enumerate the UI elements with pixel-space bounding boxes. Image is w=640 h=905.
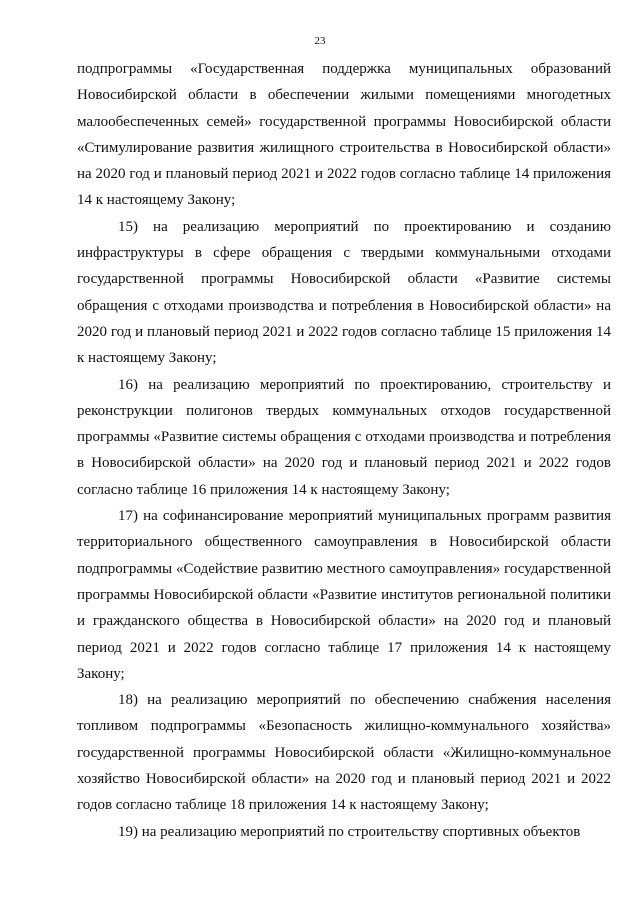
document-body xyxy=(77,56,611,845)
paragraph-item-15: 15) на реализацию мероприятий по проектированию и созданию инфраструктуры в сфере обращения с твердыми коммунальными отходами государственной программы Новосибирской области «Развитие системы обращения с отходами производства и потребления в Новосибирской области» на 2020 год и плановый период 2021 и 2022 годов согласно таблице 15 приложения 14 к настоящему Закону; xyxy=(77,218,611,367)
paragraph-item-17: 17) на софинансирование мероприятий муниципальных программ развития территориального общественного самоуправления в Новосибирской области подпрограммы «Содействие развитию местного самоуправления» государственной программы Новосибирской области «Развитие институтов региональной политики и гражданского общества в Новосибирской области» на 2020 год и плановый период 2021 и 2022 годов согласно таблице 17 приложения 14 к настоящему Закону; xyxy=(77,508,611,682)
page-number: 23 xyxy=(314,35,326,47)
paragraph-item-16: 16) на реализацию мероприятий по проектированию, строительству и реконструкции полигонов твердых коммунальных отходов государственной программы «Развитие системы обращения с отходами производства и потребления в Новосибирской области» на 2020 год и плановый период 2021 и 2022 годов согласно таблице 16 приложения 14 к настоящему Закону; xyxy=(77,376,611,498)
paragraph-continuation-14: подпрограммы «Государственная поддержка муниципальных образований Новосибирской области в обеспечении жилыми помещениями многодетных малообеспеченных семей» государственной программы Новосибирской области «Стимулирование развития жилищного строительства в Новосибирской области» на 2020 год и плановый период 2021 и 2022 годов согласно таблице 14 приложения 14 к настоящему Закону; xyxy=(77,61,611,209)
paragraph-item-18: 18) на реализацию мероприятий по обеспечению снабжения населения топливом подпрограммы «Безопасность жилищно-коммунального хозяйства» государственной программы Новосибирской области «Жилищно-коммунальное хозяйство Новосибирской области» на 2020 год и плановый период 2021 и 2022 годов согласно таблице 18 приложения 14 к настоящему Закону; xyxy=(77,692,611,814)
paragraph-item-19: 19) на реализацию мероприятий по строительству спортивных объектов xyxy=(118,823,581,840)
